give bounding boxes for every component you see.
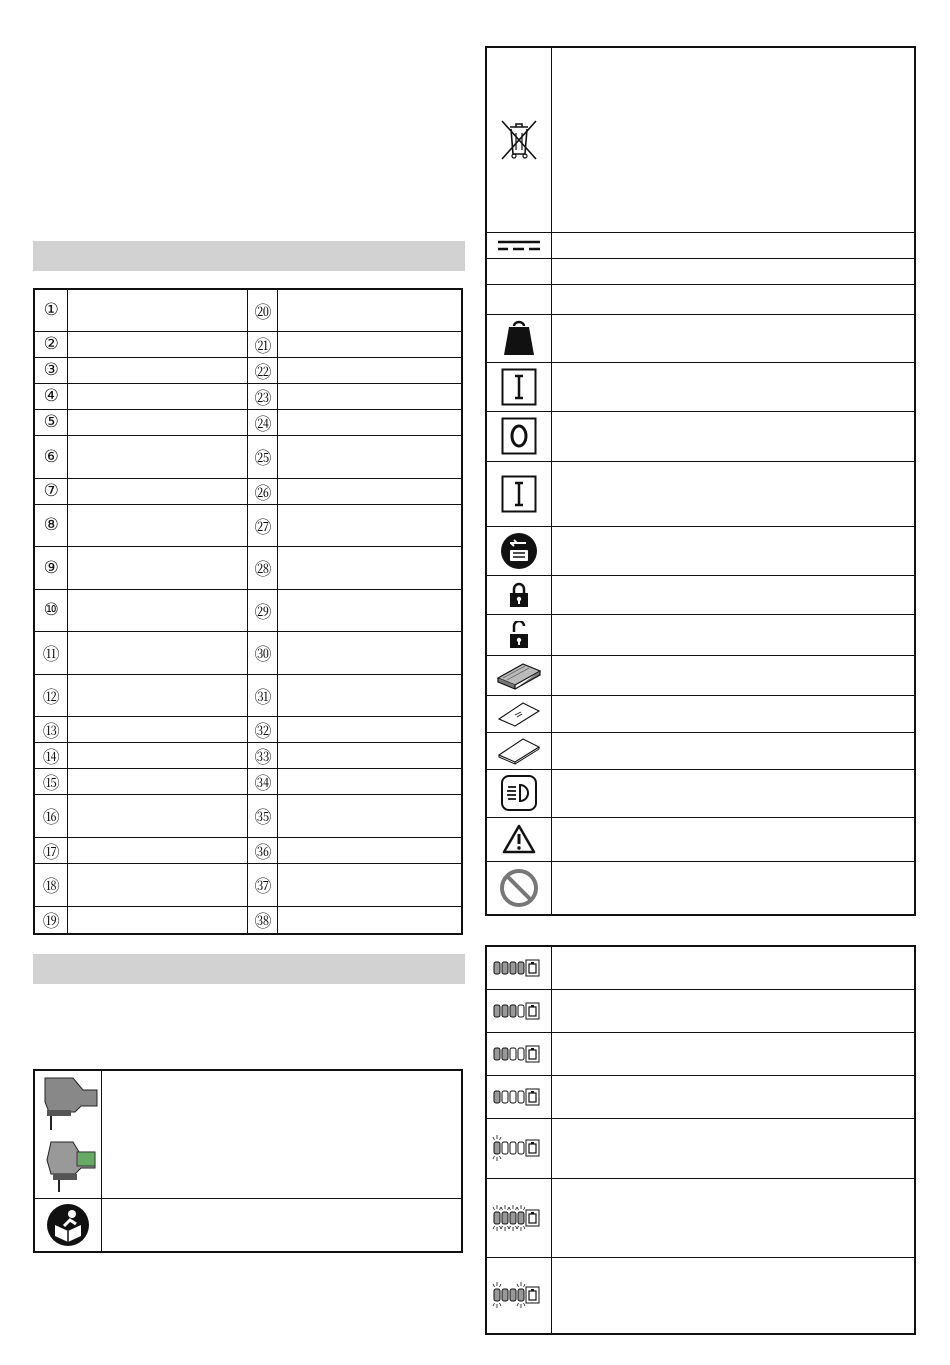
charge-level-cell — [486, 989, 552, 1032]
part-number: ⑩ — [34, 589, 68, 631]
part-number: ⑥ — [34, 435, 68, 478]
charge-level-cell — [486, 946, 552, 989]
part-description — [278, 631, 462, 674]
symbol-cell — [486, 461, 552, 526]
tool-icon-cell — [34, 1070, 102, 1198]
part-description — [278, 768, 462, 794]
part-description — [68, 331, 248, 357]
table-row — [34, 357, 462, 383]
charge-level-cell — [486, 1075, 552, 1118]
part-number: ㉛ — [248, 674, 278, 716]
part-number: ⑭ — [34, 742, 68, 768]
part-description — [278, 794, 462, 837]
table-row — [486, 232, 915, 258]
symbol-cell — [486, 362, 552, 411]
warning-triangle-icon — [487, 824, 551, 854]
table-row — [486, 1118, 915, 1178]
symbol-description — [552, 861, 915, 915]
table-row — [486, 411, 915, 461]
symbol-description — [552, 526, 915, 575]
led-light-icon — [487, 774, 551, 812]
table-row — [34, 478, 462, 504]
part-number: ㉚ — [248, 631, 278, 674]
section-header-bar-tool — [33, 954, 465, 984]
table-row — [34, 1070, 462, 1198]
table-row — [34, 289, 462, 331]
table-row — [486, 817, 915, 861]
part-description — [68, 589, 248, 631]
part-description — [278, 716, 462, 742]
table-row — [486, 1075, 915, 1118]
table-row — [34, 631, 462, 674]
table-row — [486, 732, 915, 769]
table-row — [486, 861, 915, 915]
symbol-description — [552, 47, 915, 232]
charge-indicator-icon — [487, 532, 551, 570]
part-number: ㊲ — [248, 863, 278, 906]
symbol-cell — [486, 655, 552, 695]
charge-level-cell — [486, 1118, 552, 1178]
symbol-cell — [486, 526, 552, 575]
charge-level-icon — [487, 1081, 551, 1113]
table-row — [34, 794, 462, 837]
charge-level-icon — [487, 995, 551, 1027]
symbol-cell — [486, 695, 552, 732]
part-description — [278, 435, 462, 478]
table-row — [34, 906, 462, 934]
symbol-description — [552, 695, 915, 732]
table-row — [486, 695, 915, 732]
part-number: ⑪ — [34, 631, 68, 674]
part-number: ㉞ — [248, 768, 278, 794]
tool-icon-cell — [34, 1198, 102, 1252]
charge-level-cell — [486, 1032, 552, 1075]
table-row — [34, 863, 462, 906]
symbol-cell — [486, 575, 552, 614]
part-number: ㉔ — [248, 409, 278, 435]
weee-crossed-bin-icon — [487, 118, 551, 162]
part-number: ㉖ — [248, 478, 278, 504]
part-description — [278, 546, 462, 589]
charge-level-icon — [487, 1279, 551, 1311]
manual-sheet-icon — [487, 701, 551, 727]
read-manual-icon — [35, 1203, 101, 1247]
part-description — [68, 794, 248, 837]
table-row — [34, 504, 462, 546]
part-number: ⑯ — [34, 794, 68, 837]
symbol-cell — [486, 769, 552, 817]
prohibition-icon — [487, 868, 551, 908]
table-row — [486, 1257, 915, 1334]
part-number: ㉑ — [248, 331, 278, 357]
part-number: ㉙ — [248, 589, 278, 631]
part-description — [68, 546, 248, 589]
part-number: ㉘ — [248, 546, 278, 589]
symbol-description — [552, 314, 915, 362]
table-row — [34, 409, 462, 435]
symbol-description — [552, 461, 915, 526]
part-number: ㉒ — [248, 357, 278, 383]
part-description — [68, 768, 248, 794]
part-description — [68, 863, 248, 906]
table-row — [486, 614, 915, 655]
part-description — [68, 742, 248, 768]
charge-level-description — [552, 946, 915, 989]
table-row — [486, 314, 915, 362]
charge-level-icon — [487, 952, 551, 984]
tool-description — [102, 1070, 462, 1198]
part-description — [68, 409, 248, 435]
part-number: ㊱ — [248, 837, 278, 863]
table-row — [486, 655, 915, 695]
part-description — [278, 863, 462, 906]
direct-current-icon — [487, 238, 551, 252]
table-row — [486, 769, 915, 817]
part-number: ⑦ — [34, 478, 68, 504]
symbol-description — [552, 817, 915, 861]
charge-level-icon — [487, 1202, 551, 1234]
part-number: ⑫ — [34, 674, 68, 716]
table-row — [486, 461, 915, 526]
symbol-cell — [486, 284, 552, 314]
table-row — [34, 768, 462, 794]
part-number: ⑨ — [34, 546, 68, 589]
charge-level-description — [552, 1118, 915, 1178]
symbol-cell — [486, 411, 552, 461]
lock-closed-icon — [487, 582, 551, 608]
charge-level-cell — [486, 1178, 552, 1257]
symbols-table — [485, 46, 916, 916]
part-number: ③ — [34, 357, 68, 383]
table-row — [486, 1032, 915, 1075]
symbol-description — [552, 732, 915, 769]
part-description — [278, 478, 462, 504]
part-description — [68, 357, 248, 383]
part-number: ⑲ — [34, 906, 68, 934]
part-description — [278, 383, 462, 409]
symbol-description — [552, 258, 915, 284]
part-number: ⑧ — [34, 504, 68, 546]
part-description — [68, 435, 248, 478]
switch-off-icon — [487, 417, 551, 455]
table-row — [486, 1178, 915, 1257]
tool-table — [33, 1069, 463, 1253]
part-description — [278, 409, 462, 435]
part-number: ㉗ — [248, 504, 278, 546]
table-row — [34, 837, 462, 863]
table-row — [34, 716, 462, 742]
symbol-cell — [486, 47, 552, 232]
charge-level-description — [552, 1257, 915, 1334]
symbol-cell — [486, 614, 552, 655]
symbol-description — [552, 655, 915, 695]
part-description — [68, 716, 248, 742]
table-row — [486, 526, 915, 575]
charge-level-cell — [486, 1257, 552, 1334]
symbol-description — [552, 575, 915, 614]
part-description — [68, 906, 248, 934]
part-description — [68, 837, 248, 863]
charge-level-icon — [487, 1132, 551, 1164]
table-row — [486, 575, 915, 614]
symbol-description — [552, 411, 915, 461]
part-number: ⑱ — [34, 863, 68, 906]
charge-level-description — [552, 1075, 915, 1118]
tool-description — [102, 1198, 462, 1252]
part-number: ⑳ — [248, 289, 278, 331]
symbol-cell — [486, 817, 552, 861]
symbol-description — [552, 614, 915, 655]
part-number: ⑬ — [34, 716, 68, 742]
part-number: ⑤ — [34, 409, 68, 435]
symbol-cell — [486, 861, 552, 915]
symbol-cell — [486, 314, 552, 362]
table-row — [34, 435, 462, 478]
table-row — [486, 989, 915, 1032]
symbol-description — [552, 769, 915, 817]
part-description — [278, 289, 462, 331]
part-number: ㉝ — [248, 742, 278, 768]
table-row — [34, 589, 462, 631]
part-number: ① — [34, 289, 68, 331]
charge-level-icon — [487, 1038, 551, 1070]
table-row — [486, 47, 915, 232]
part-number: ㉟ — [248, 794, 278, 837]
symbol-description — [552, 362, 915, 411]
symbol-description — [552, 284, 915, 314]
parts-list-table — [33, 288, 463, 935]
part-number: ㉕ — [248, 435, 278, 478]
table-row — [34, 331, 462, 357]
part-number: ㉓ — [248, 383, 278, 409]
part-description — [68, 289, 248, 331]
lock-open-icon — [487, 621, 551, 649]
weight-icon — [487, 319, 551, 357]
part-description — [278, 504, 462, 546]
charge-indicator-table — [485, 945, 916, 1335]
table-row — [486, 362, 915, 411]
table-row — [34, 546, 462, 589]
section-header-bar-parts — [33, 241, 465, 271]
part-description — [68, 674, 248, 716]
part-number: ④ — [34, 383, 68, 409]
part-description — [68, 478, 248, 504]
table-row — [34, 674, 462, 716]
jigsaw-illustration-icon — [35, 1072, 101, 1196]
part-description — [68, 383, 248, 409]
symbol-description — [552, 232, 915, 258]
part-number: ⑮ — [34, 768, 68, 794]
switch-on-icon — [487, 368, 551, 406]
table-row — [486, 946, 915, 989]
table-row — [34, 742, 462, 768]
manual-booklet-icon — [487, 737, 551, 765]
part-number: ② — [34, 331, 68, 357]
table-row — [34, 383, 462, 409]
part-number: ㊳ — [248, 906, 278, 934]
part-description — [68, 504, 248, 546]
charge-level-description — [552, 1178, 915, 1257]
table-row — [486, 284, 915, 314]
part-description — [278, 742, 462, 768]
symbol-cell — [486, 232, 552, 258]
symbol-cell — [486, 732, 552, 769]
table-row — [486, 258, 915, 284]
part-description — [278, 837, 462, 863]
part-description — [278, 331, 462, 357]
table-row — [34, 1198, 462, 1252]
switch-on-icon — [487, 475, 551, 513]
part-description — [278, 674, 462, 716]
charge-level-description — [552, 1032, 915, 1075]
part-description — [278, 906, 462, 934]
part-description — [68, 631, 248, 674]
symbol-cell — [486, 258, 552, 284]
battery-pack-icon — [487, 660, 551, 690]
part-number: ㉜ — [248, 716, 278, 742]
part-number: ⑰ — [34, 837, 68, 863]
charge-level-description — [552, 989, 915, 1032]
part-description — [278, 589, 462, 631]
part-description — [278, 357, 462, 383]
